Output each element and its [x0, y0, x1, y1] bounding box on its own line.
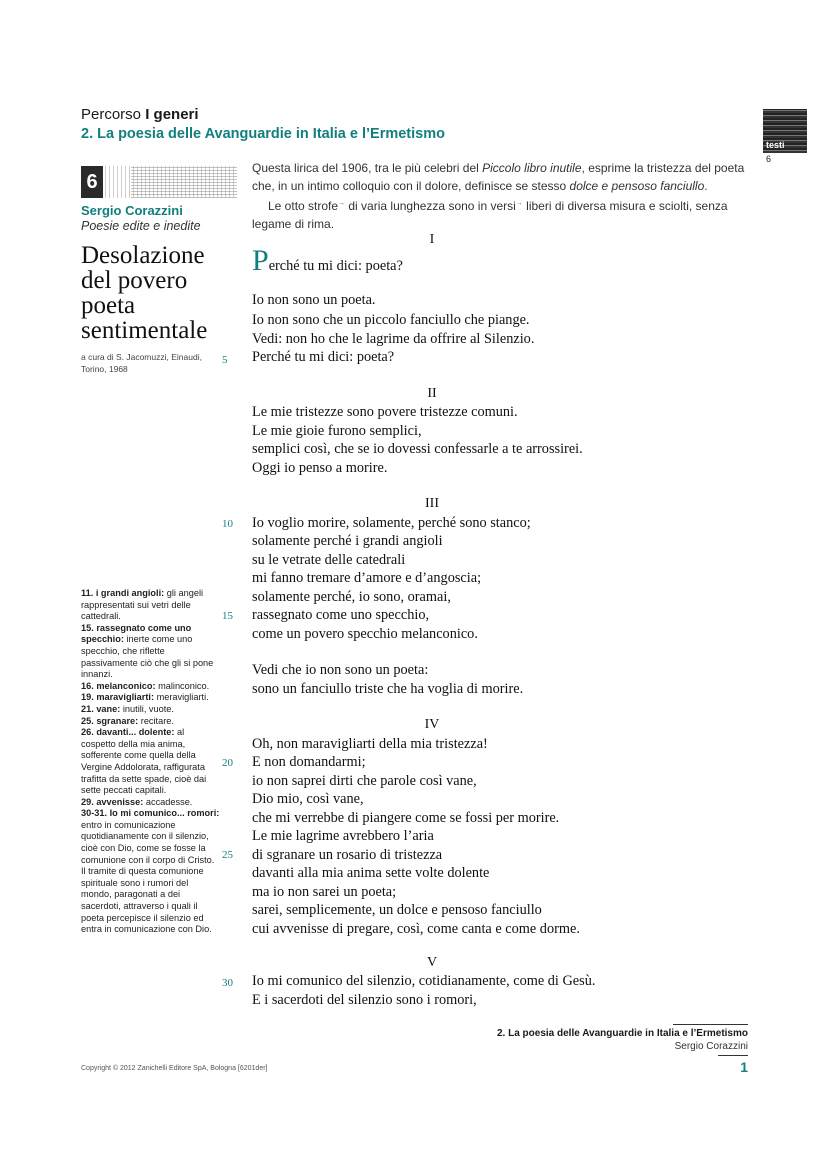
glossary-arrow-icon[interactable]: →: [338, 200, 346, 207]
verse-line: semplici così, che se io dovessi confessarle a te arrossirei.: [252, 441, 583, 457]
line-number: 30: [222, 977, 233, 989]
footnote: 29. avvenisse: accadesse.: [81, 796, 193, 807]
verse-line: Perché tu mi dici: poeta?: [252, 244, 403, 277]
verse-line: rassegnato come uno specchio,: [252, 607, 430, 623]
verse-line: Le mie lagrime avrebbero l’aria: [252, 828, 434, 844]
drop-cap: P: [252, 244, 269, 277]
tab-number: 6: [766, 154, 772, 164]
footnote: 25. sgranare: recitare.: [81, 715, 174, 726]
verse-line: Io non sono un poeta.: [252, 292, 376, 308]
verse-line: davanti alla mia anima sette volte dolente: [252, 865, 490, 881]
verse-line: Le mie gioie furono semplici,: [252, 423, 422, 439]
line-number: 25: [222, 849, 233, 861]
breadcrumb: Percorso I generi: [81, 106, 199, 123]
text-number: 6: [81, 166, 103, 198]
verse-line: come un povero specchio melanconico.: [252, 626, 478, 642]
footer-section: 2. La poesia delle Avanguardie in Italia e l’Ermetismo: [496, 1028, 748, 1039]
footnotes: [81, 588, 221, 936]
verse-line: sarei, semplicemente, un dolce e pensoso fanciullo: [252, 902, 542, 918]
verse-line: Le mie tristezze sono povere tristezze comuni.: [252, 404, 518, 420]
verse-line: Io mi comunico del silenzio, cotidianamente, come di Gesù.: [252, 973, 596, 989]
verse-line: Perché tu mi dici: poeta?: [252, 349, 395, 365]
poem-title: Desolazione del povero poeta sentimentale: [81, 242, 208, 344]
page-number: 1: [740, 1059, 748, 1075]
glossary-arrow-icon[interactable]: →: [515, 200, 523, 207]
stanza-number: III: [425, 496, 439, 511]
section-title: 2. La poesia delle Avanguardie in Italia e l’Ermetismo: [81, 126, 445, 142]
footnote: 11. i grandi angioli: gli angeli rappresentati sui vetri delle cattedrali.: [81, 588, 204, 622]
tab-label: testi: [766, 140, 785, 150]
verse-line: Io voglio morire, solamente, perché sono stanco;: [252, 515, 531, 531]
work-title: Poesie edite e inedite: [81, 219, 201, 233]
verse-line: mi fanno tremare d’amore e d’angoscia;: [252, 570, 482, 586]
verse-line: io non saprei dirti che parole così vane,: [252, 773, 477, 789]
footer-author: Sergio Corazzini: [674, 1041, 748, 1052]
verse-line: sono un fanciullo triste che ha voglia di morire.: [252, 681, 524, 697]
verse-line: che mi verrebbe di piangere come se fossi per morire.: [252, 810, 560, 826]
stanza-number: II: [427, 386, 437, 401]
verse-line: Vedi: non ho che le lagrime da offrire al Silenzio.: [252, 331, 535, 347]
footer-rule: [673, 1024, 748, 1025]
stanza-number: I: [429, 232, 435, 247]
verse-line: Io non sono che un piccolo fanciullo che piange.: [252, 312, 530, 328]
verse-line: ma io non sarei un poeta;: [252, 884, 397, 900]
verse-line: E i sacerdoti del silenzio sono i romori,: [252, 992, 477, 1008]
footer-rule: [718, 1055, 748, 1056]
verse-line: E non domandarmi;: [252, 754, 366, 770]
verse-line: Oggi io penso a morire.: [252, 460, 388, 476]
verse-line: su le vetrate delle catedrali: [252, 552, 406, 568]
stanza-number: V: [426, 955, 438, 970]
line-number: 10: [222, 518, 233, 530]
footnote: 15. rassegnato come uno specchio: inerte come uno specchio, che riflette passivamente ciò che gli si pone innanzi.: [81, 622, 214, 680]
footnote: 21. vane: inutili, vuote.: [81, 703, 174, 714]
verse-line: solamente perché, io sono, oramai,: [252, 589, 451, 605]
edition-credit: a cura di S. Jacomuzzi, Einaudi, Torino, 1968: [81, 352, 202, 374]
text-number-box: [81, 166, 237, 198]
intro-text: Questa lirica del 1906, tra le più celebri del Piccolo libro inutile, esprime la tristezza del poeta che, in un intimo colloquio con il dolore, definisce se stesso dolce e pensoso fanciullo. Le otto strofe→ di varia lunghezza sono in versi→ liberi di diversa misura e sciolti, senza legame di rima.: [252, 161, 745, 231]
line-number: 20: [222, 757, 233, 769]
verse-line: di sgranare un rosario di tristezza: [252, 847, 443, 863]
copyright: Copyright © 2012 Zanichelli Editore SpA, Bologna [6201der]: [81, 1065, 268, 1072]
footnote: 19. maravigliarti: meravigliarti.: [81, 692, 209, 703]
verse-line: Vedi che io non sono un poeta:: [252, 662, 429, 678]
verse-line: solamente perché i grandi angioli: [252, 533, 443, 549]
verse-line: Dio mio, così vane,: [252, 791, 364, 807]
footnote: 26. davanti... dolente: al cospetto della mia anima, sofferente come quella della Vergine Addolorata, raffigurata trafitta da sette spade, cioè dai sette peccati capitali.: [81, 727, 207, 796]
verse-line: cui avvenisse di pregare, così, come canta e come dorme.: [252, 921, 580, 937]
line-number: 5: [222, 354, 228, 366]
footnote: 30-31. Io mi comunico... romori: entro in comunicazione quotidianamente con il silenzio, cioè con Dio, come se fosse la comunione con il corpo di Cristo. Il tramite di questa comunione spirituale sono i rumori del mondo, paragonati a dei sacerdoti, attraverso i quali il poeta percepisce il silenzio ed entra in comunicazione con Dio.: [81, 808, 220, 935]
line-number: 15: [222, 610, 233, 622]
decorative-pattern: [131, 166, 237, 198]
verse-line: Oh, non maravigliarti della mia tristezza!: [252, 736, 488, 752]
author-name: Sergio Corazzini: [81, 203, 183, 218]
footnote: 16. melanconico: malinconico.: [81, 680, 210, 691]
stanza-number: IV: [424, 717, 440, 732]
